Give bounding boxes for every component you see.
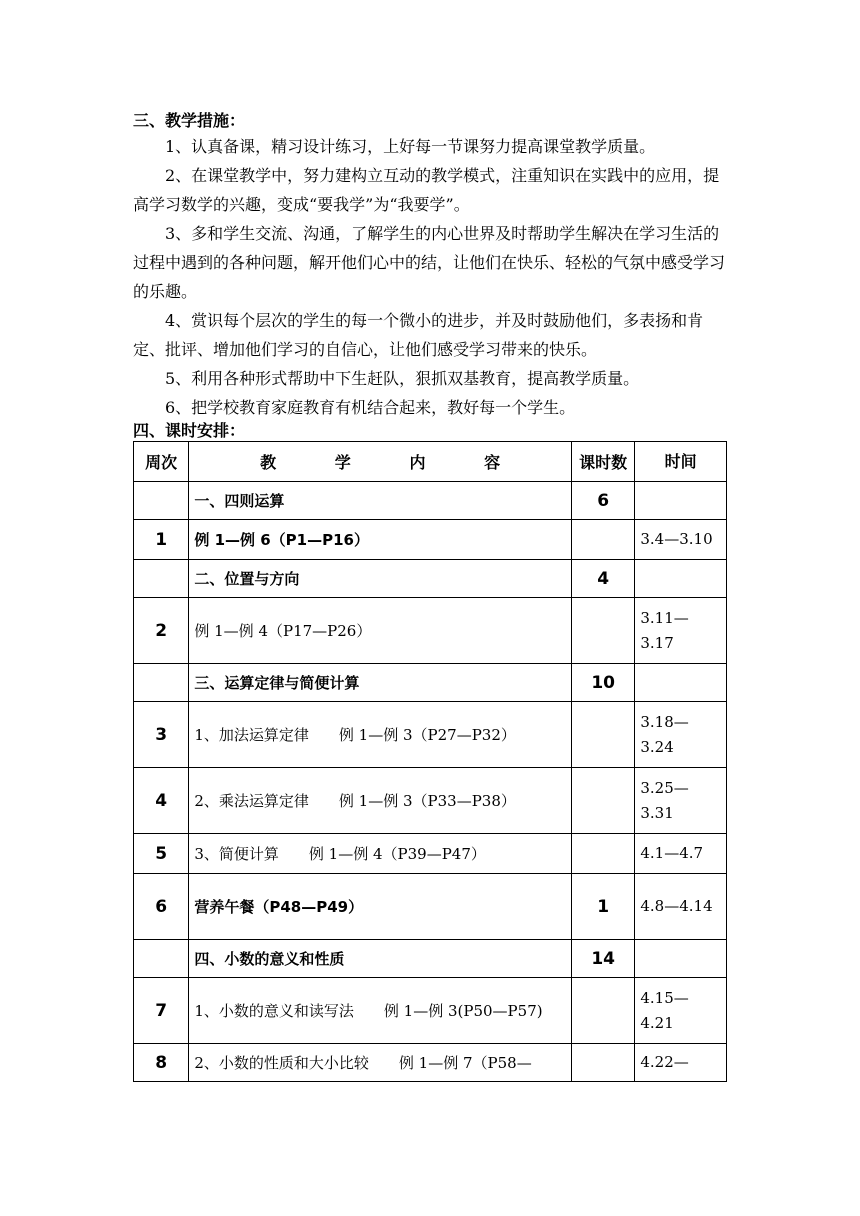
cell-week: 6 — [134, 874, 189, 940]
cell-time: 4.22— — [635, 1044, 727, 1082]
cell-week — [134, 664, 189, 702]
table-row — [134, 834, 727, 874]
table-row — [134, 560, 727, 598]
measure-item-3: 3、多和学生交流、沟通，了解学生的内心世界及时帮助学生解决在学习生活的过程中遇到的各种问题，解开他们心中的结，让他们在快乐、轻松的气氛中感受学习的乐趣。 — [133, 224, 726, 301]
cell-hours: 6 — [571, 482, 634, 520]
cell-content — [189, 560, 572, 598]
cell-content-main: 营养午餐（P48—P49） — [194, 898, 364, 916]
table-row — [134, 520, 727, 560]
cell-time: 3.4—3.10 — [635, 520, 727, 560]
cell-content — [189, 1044, 572, 1082]
measure-item-1: 1、认真备课，精习设计练习，上好每一节课努力提高课堂教学质量。 — [165, 137, 656, 156]
cell-hours: 10 — [571, 664, 634, 702]
cell-content-main: 三、运算定律与简便计算 — [194, 674, 360, 692]
cell-week: 2 — [134, 598, 189, 664]
cell-week — [134, 560, 189, 598]
cell-time — [635, 560, 727, 598]
cell-content — [189, 834, 572, 874]
cell-time: 4.1—4.7 — [635, 834, 727, 874]
header-content: 教学内容 — [189, 442, 572, 482]
cell-content-main: 例 1—例 4（P17—P26） — [194, 622, 372, 640]
cell-time: 3.25—3.31 — [635, 768, 727, 834]
table-row — [134, 874, 727, 940]
cell-week — [134, 482, 189, 520]
cell-time — [635, 940, 727, 978]
cell-content-extra: 例 1—例 3（P27—P32） — [338, 726, 516, 744]
cell-hours — [571, 1044, 634, 1082]
cell-time: 4.15—4.21 — [635, 978, 727, 1044]
cell-week: 3 — [134, 702, 189, 768]
table-header-row — [134, 442, 727, 482]
cell-content-main: 例 1—例 6（P1—P16） — [194, 531, 369, 549]
cell-content — [189, 664, 572, 702]
table-row — [134, 702, 727, 768]
section-3-heading: 三、教学措施： — [133, 111, 246, 130]
cell-content-main: 2、小数的性质和大小比较 — [194, 1054, 369, 1072]
measure-item-4: 4、赏识每个层次的学生的每一个微小的进步，并及时鼓励他们，多表扬和肯定、批评、增加他们学习的自信心，让他们感受学习带来的快乐。 — [133, 311, 704, 359]
cell-content-extra: 例 1—例 4（P39—P47） — [308, 845, 486, 863]
cell-content-main: 一、四则运算 — [194, 492, 285, 510]
table-row — [134, 1044, 727, 1082]
table-row — [134, 768, 727, 834]
cell-hours — [571, 978, 634, 1044]
schedule-table — [133, 441, 727, 1082]
cell-content-main: 2、乘法运算定律 — [194, 792, 309, 810]
cell-hours — [571, 834, 634, 874]
cell-week — [134, 940, 189, 978]
table-row — [134, 598, 727, 664]
cell-content-main: 3、简便计算 — [194, 845, 279, 863]
cell-time: 3.18—3.24 — [635, 702, 727, 768]
cell-hours — [571, 598, 634, 664]
header-time: 时间 — [635, 442, 727, 482]
cell-hours: 14 — [571, 940, 634, 978]
cell-time — [635, 482, 727, 520]
cell-week: 7 — [134, 978, 189, 1044]
cell-hours: 4 — [571, 560, 634, 598]
cell-content — [189, 978, 572, 1044]
cell-content-extra: 例 1—例 3(P50—P57) — [383, 1002, 543, 1020]
measure-item-2: 2、在课堂教学中，努力建构立互动的教学模式，注重知识在实践中的应用，提高学习数学的兴趣，变成“要我学”为“我要学”。 — [133, 166, 720, 214]
table-row — [134, 940, 727, 978]
cell-time — [635, 664, 727, 702]
header-hours: 课时数 — [571, 442, 634, 482]
cell-hours — [571, 520, 634, 560]
cell-week: 4 — [134, 768, 189, 834]
cell-content-main: 二、位置与方向 — [194, 570, 300, 588]
cell-week: 1 — [134, 520, 189, 560]
section-4-heading: 四、课时安排： — [133, 421, 246, 440]
table-row — [134, 664, 727, 702]
cell-content — [189, 482, 572, 520]
cell-content — [189, 702, 572, 768]
measure-item-5: 5、利用各种形式帮助中下生赶队，狠抓双基教育，提高教学质量。 — [165, 369, 640, 388]
cell-content — [189, 874, 572, 940]
cell-content — [189, 598, 572, 664]
cell-week: 5 — [134, 834, 189, 874]
section-3-body — [133, 132, 733, 422]
cell-content-extra: 例 1—例 3（P33—P38） — [338, 792, 516, 810]
table-row — [134, 978, 727, 1044]
measure-item-6: 6、把学校教育家庭教育有机结合起来，教好每一个学生。 — [165, 398, 576, 417]
cell-content-main: 四、小数的意义和性质 — [194, 950, 345, 968]
cell-hours: 1 — [571, 874, 634, 940]
cell-week: 8 — [134, 1044, 189, 1082]
cell-hours — [571, 768, 634, 834]
cell-content — [189, 768, 572, 834]
cell-content-extra: 例 1—例 7（P58— — [398, 1054, 532, 1072]
cell-content-main: 1、加法运算定律 — [194, 726, 309, 744]
cell-hours — [571, 702, 634, 768]
cell-time: 4.8—4.14 — [635, 874, 727, 940]
header-week: 周次 — [134, 442, 189, 482]
table-row — [134, 482, 727, 520]
cell-content-main: 1、小数的意义和读写法 — [194, 1002, 354, 1020]
cell-time: 3.11—3.17 — [635, 598, 727, 664]
cell-content — [189, 520, 572, 560]
cell-content — [189, 940, 572, 978]
